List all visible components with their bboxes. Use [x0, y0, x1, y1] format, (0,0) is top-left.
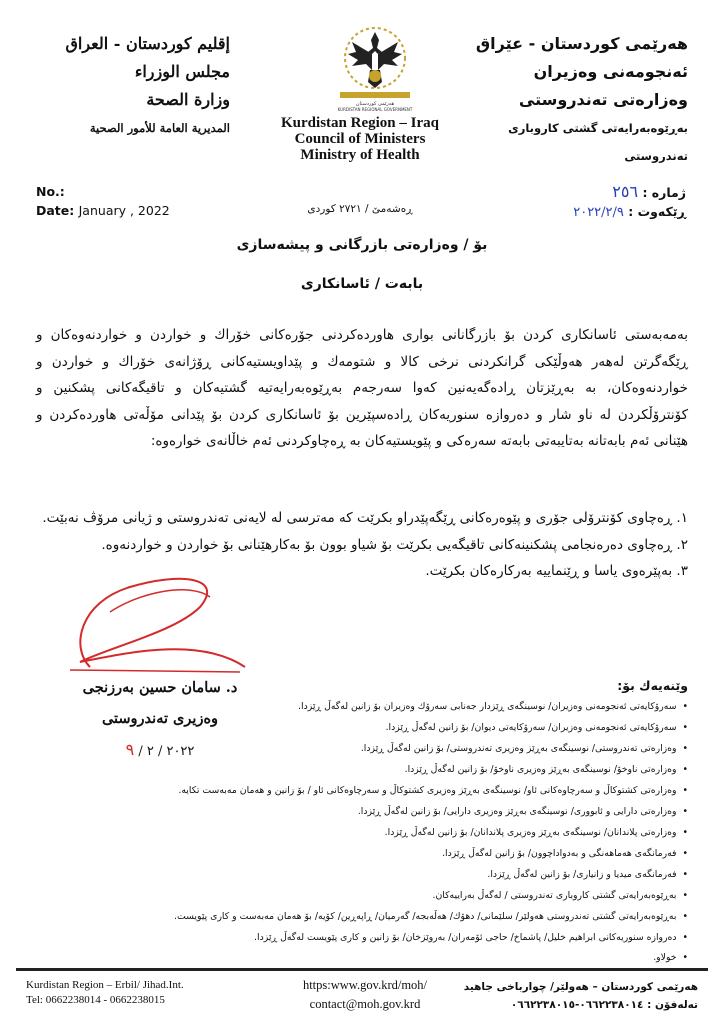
signatory-name: د. سامان حسین بەرزنجی	[82, 679, 238, 696]
no-label: No.:	[36, 184, 65, 199]
kurdistan-emblem-icon	[330, 18, 420, 113]
signature-date-printed: ٢٠٢٢ / ٢ /	[138, 744, 195, 759]
number-handwritten: ٢٥٦	[612, 182, 639, 201]
footer-website-link[interactable]: https:www.gov.krd/moh/	[302, 978, 428, 992]
cc-item: • وەزارەتی ناوخۆ/ نوسینگەی بەڕێز وەزیری ناوخۆ/ بۆ زانین لەگەڵ ڕێزدا.	[48, 763, 688, 776]
letter-body: بەمەبەستی ئاسانکاری کردن بۆ بازرگانانی بواری هاوردەکردنی جۆرەکانی خۆراك و خواردن و خواردنەوەکان و ڕێگەگرتن لەهەر هەوڵێکی گرانکردنی نرخی کالا و شتومەك و پێداویستیەکانی ڕۆژانەی خۆراك و خواردن و خواردنەوەکان، بە بەڕێزتان ڕادەگەیەنین کەوا سەرجەم بەڕێوەبەرایەتیە گشتیەکان و تاقیگەکانی پشکنین و کۆنترۆڵکردن لە ناو شار و دەروازە سنوریەکان ڕادەسپێرین بۆ ئاسانکاری کردن بۆ پێدانی مۆڵەتی هاوردەکردن و هێنانی ئەم بابەتانە بەتایبەتی بابەتە سەرەکی و پێویستیەکان بە ڕەچاوکردنی ئەم خاڵانەی خوارەوە:	[36, 327, 688, 449]
cc-item: • فەرمانگەی میدیا و زانیاری/ بۆ زانین لەگەڵ ڕێزدا.	[48, 868, 688, 881]
header-english	[275, 115, 445, 163]
footer-address-en: Kurdistan Region – Erbil/ Jihad.Int.	[26, 979, 184, 991]
addressee: بۆ / وەزارەتی بازرگانی و پیشەسازی	[236, 237, 488, 253]
header-ku-line-3: وەزارەتی تەندروستی	[518, 90, 688, 109]
cc-item: • خولاو.	[48, 951, 688, 964]
emblem-text-1: هەرێمی کوردستان	[355, 101, 395, 107]
date-ku-handwritten: ٢٠٢٢/٢/٩	[573, 205, 624, 220]
subject: بابەت / ئاسانکاری	[300, 276, 424, 292]
cc-item: • سەرۆکایەتی ئەنجومەنی وەزیران/ نوسینگەی ڕێزدار جەنابی سەرۆك وەزیران بۆ زانین لەگەڵ ڕێزدا.	[48, 700, 688, 713]
signature-date-hand: ٩	[125, 740, 135, 759]
date-value: January , 2022	[78, 203, 170, 218]
cc-item: • وەزارەتی کشتوکاڵ و سەرچاوەکانی ئاو/ نوسینگەی بەڕێز وەزیری کشتوکاڵ و سەرچاوەکانی ئاو / بۆ زانین و هەمان مەبەست تکایە.	[48, 784, 688, 797]
date-ku-label: ڕێکەوت :	[628, 204, 686, 219]
cc-item: • سەرۆکایەتی ئەنجومەنی وەزیران/ سەرۆکایەتی دیوان/ بۆ زانین لەگەڵ ڕێزدا.	[48, 721, 688, 734]
cc-item: • دەروازە سنوریەکانی ابراهیم خلیل/ پاشماخ/ حاجی ئۆمەران/ بەروێزخان/ بۆ زانین و کاری پێویست لەگەڵ ڕێزدا.	[48, 931, 688, 944]
footer-tel-en: Tel: 0662238014 - 0662238015	[26, 994, 165, 1006]
header-ar-line-3: وزارة الصحة	[146, 90, 230, 109]
header-arabic	[40, 30, 230, 142]
header-ku-line-1: هەرێمی کوردستان - عێراق	[475, 34, 688, 53]
header-ku-line-2: ئەنجومەنی وەزیران	[533, 62, 688, 81]
cc-item: • بەڕێوەبەرایەتی گشتی کاروباری تەندروستی / لەگەڵ بەراییەکان.	[48, 889, 688, 902]
cc-item: • فەرمانگەی هەماهەنگی و بەدواداچوون/ بۆ زانین لەگەڵ ڕێزدا.	[48, 847, 688, 860]
header-ar-line-4: المديرية العامة للأمور الصحية	[89, 121, 230, 135]
header-kurdish	[458, 30, 688, 170]
date-label: Date:	[36, 203, 75, 218]
footer-email-link[interactable]: contact@moh.gov.krd	[309, 997, 421, 1011]
footer-right	[458, 978, 698, 1014]
footer-divider	[16, 968, 708, 971]
cc-item: • وەزارەتی دارایی و ئابووری/ نوسینگەی بەڕێز وەزیری دارایی/ بۆ زانین لەگەڵ ڕێزدا.	[48, 805, 688, 818]
header-en-line-2: Council of Ministers	[294, 131, 426, 147]
footer-tel-ku: تەلەفۆن : ٠٦٦٢٢٣٨٠١٤-٠٦٦٢٢٣٨٠١٥	[510, 999, 698, 1011]
header-en-line-3: Ministry of Health	[300, 147, 420, 163]
header-ku-line-4: بەڕێوەبەرایەتی گشتی کاروباری تەندروستی	[508, 121, 688, 163]
signature-scribble-icon	[50, 552, 250, 677]
footer-address-ku: هەرێمی کوردستان – هەولێر/ چوارباخی جاهید	[463, 981, 698, 993]
number-label: ژمارە :	[642, 185, 686, 200]
header-ar-line-2: مجلس الوزراء	[134, 62, 230, 81]
kurdish-calendar-date: ڕەشەمێ / ٢٧٢١ کوردی	[307, 203, 413, 215]
cc-title: وێنەیەك بۆ:	[617, 678, 688, 693]
cc-item: • وەزارەتی تەندروستی/ نوسینگەی بەڕێز وەزیری تەندروستی/ بۆ زانین لەگەڵ ڕێزدا.	[48, 742, 688, 755]
point-1: ١. ڕەچاوی کۆنترۆلی جۆری و پێوەرەکانی ڕێگەپێدراو بکرێت کە مەترسی لە لایەنی تەندروستی و ژیانی مرۆڤ نەبێت.	[42, 510, 688, 526]
signatory-title: وەزیری تەندروستی	[101, 710, 219, 727]
footer-center	[290, 976, 440, 1014]
cc-item: • وەزارەتی پلاندانان/ نوسینگەی بەڕێز وەزیری پلاندانان/ بۆ زانین لەگەڵ ڕێزدا.	[48, 826, 688, 839]
point-2: ٢. ڕەچاوی دەرەنجامی پشکنینەکانی تاقیگەیی بکرێت بۆ شیاو بوون بۆ بەکارهێنانی بۆ خواردن و خواردنەوە.	[101, 536, 688, 553]
cc-item: • بەڕێوەبەرایەتی گشتی تەندروستی هەولێر/ سلێمانی/ دهۆك/ هەڵەبجە/ گەرمیان/ ڕاپەڕین/ کۆیە/ بۆ هەمان مەبەست و کاری پێویست.	[48, 910, 688, 923]
header-en-line-1: Kurdistan Region – Iraq	[281, 115, 439, 131]
header-ar-line-1: إقليم كوردستان - العراق	[65, 34, 230, 53]
reference-kurdish	[476, 182, 686, 222]
footer-left	[26, 978, 184, 1008]
reference-english	[36, 182, 170, 220]
emblem-text-2: KURDISTAN REGIONAL GOVERNMENT	[337, 107, 413, 112]
point-3: ٣. بەپێرەوی یاسا و ڕێنماییە بەرکارەکان بکرێت.	[425, 563, 688, 579]
